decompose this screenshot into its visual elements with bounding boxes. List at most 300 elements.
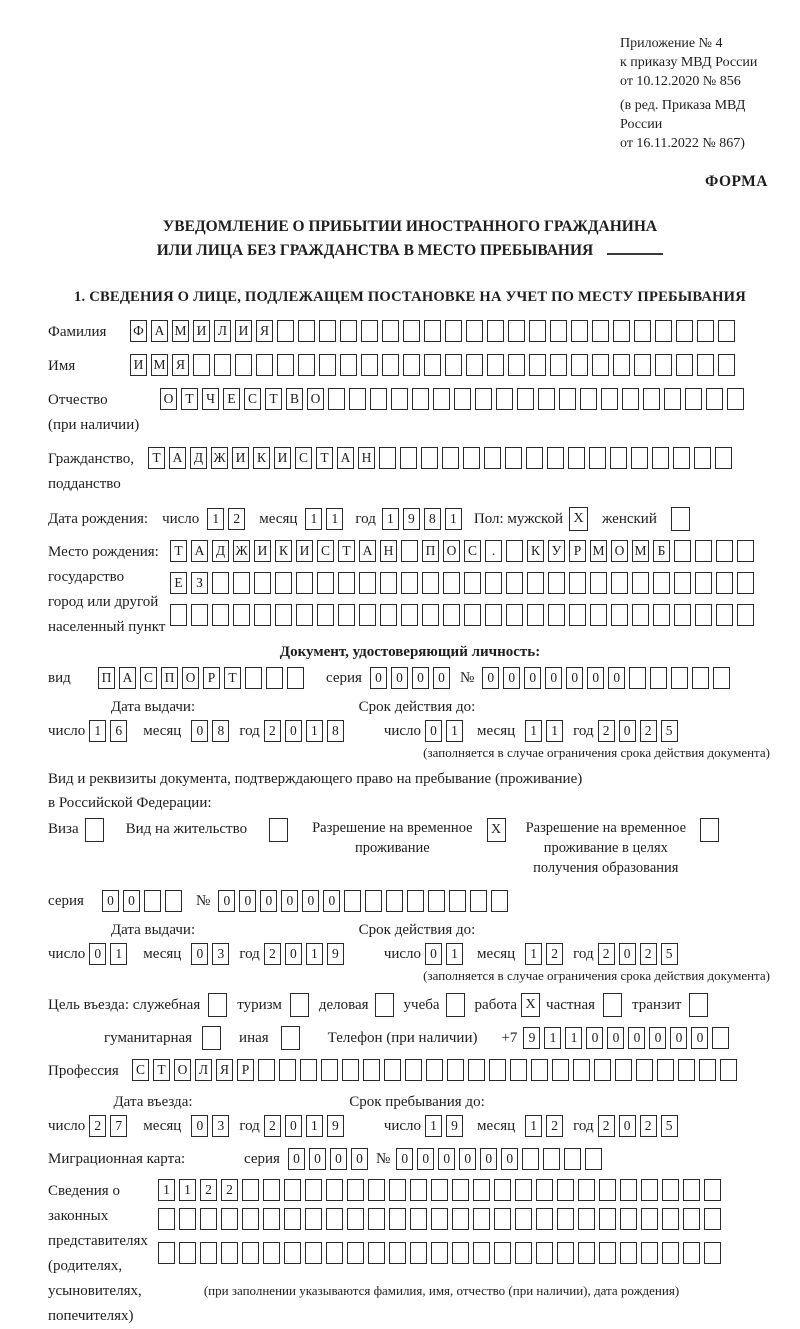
char-cell[interactable] bbox=[452, 1208, 469, 1230]
char-cell[interactable] bbox=[214, 354, 231, 376]
char-cell[interactable]: О bbox=[182, 667, 199, 689]
char-cell[interactable]: Т bbox=[224, 667, 241, 689]
char-cell[interactable] bbox=[317, 604, 334, 626]
char-cell[interactable] bbox=[611, 572, 628, 594]
char-cell[interactable] bbox=[641, 1208, 658, 1230]
char-cell[interactable] bbox=[548, 572, 565, 594]
char-cell[interactable] bbox=[569, 572, 586, 594]
char-cell[interactable]: Ф bbox=[130, 320, 147, 342]
char-cell[interactable] bbox=[641, 1242, 658, 1264]
char-cell[interactable] bbox=[179, 1242, 196, 1264]
char-cell[interactable]: Л bbox=[195, 1059, 212, 1081]
char-cell[interactable]: 2 bbox=[598, 720, 615, 742]
char-cell[interactable] bbox=[428, 890, 445, 912]
char-cell[interactable] bbox=[547, 447, 564, 469]
char-cell[interactable] bbox=[683, 1208, 700, 1230]
char-cell[interactable] bbox=[382, 354, 399, 376]
sex-female-checkbox[interactable] bbox=[671, 507, 690, 531]
char-cell[interactable] bbox=[695, 604, 712, 626]
char-cell[interactable] bbox=[470, 890, 487, 912]
char-cell[interactable] bbox=[531, 1059, 548, 1081]
char-cell[interactable]: К bbox=[275, 540, 292, 562]
char-cell[interactable] bbox=[590, 572, 607, 594]
char-cell[interactable] bbox=[410, 1242, 427, 1264]
char-cell[interactable] bbox=[674, 572, 691, 594]
char-cell[interactable] bbox=[613, 354, 630, 376]
char-cell[interactable] bbox=[704, 1208, 721, 1230]
char-cell[interactable] bbox=[422, 604, 439, 626]
char-cell[interactable]: 2 bbox=[200, 1179, 217, 1201]
char-cell[interactable]: 5 bbox=[661, 1115, 678, 1137]
char-cell[interactable] bbox=[716, 572, 733, 594]
char-cell[interactable]: 8 bbox=[327, 720, 344, 742]
char-cell[interactable] bbox=[697, 320, 714, 342]
char-cell[interactable] bbox=[347, 1208, 364, 1230]
char-cell[interactable] bbox=[422, 572, 439, 594]
char-cell[interactable] bbox=[568, 447, 585, 469]
char-cell[interactable] bbox=[494, 1242, 511, 1264]
char-cell[interactable] bbox=[263, 1179, 280, 1201]
char-cell[interactable]: Т bbox=[316, 447, 333, 469]
char-cell[interactable] bbox=[405, 1059, 422, 1081]
char-cell[interactable] bbox=[578, 1208, 595, 1230]
char-cell[interactable] bbox=[527, 572, 544, 594]
char-cell[interactable] bbox=[179, 1208, 196, 1230]
char-cell[interactable]: 0 bbox=[396, 1148, 413, 1170]
char-cell[interactable]: Я bbox=[216, 1059, 233, 1081]
char-cell[interactable] bbox=[433, 388, 450, 410]
char-cell[interactable] bbox=[326, 1242, 343, 1264]
char-cell[interactable] bbox=[447, 1059, 464, 1081]
char-cell[interactable] bbox=[592, 320, 609, 342]
char-cell[interactable]: 0 bbox=[370, 667, 387, 689]
char-cell[interactable] bbox=[599, 1242, 616, 1264]
char-cell[interactable] bbox=[673, 447, 690, 469]
char-cell[interactable] bbox=[676, 354, 693, 376]
char-cell[interactable] bbox=[442, 447, 459, 469]
char-cell[interactable]: 0 bbox=[459, 1148, 476, 1170]
char-cell[interactable] bbox=[298, 354, 315, 376]
char-cell[interactable]: 0 bbox=[425, 943, 442, 965]
char-cell[interactable] bbox=[363, 1059, 380, 1081]
char-cell[interactable] bbox=[655, 320, 672, 342]
char-cell[interactable]: С bbox=[140, 667, 157, 689]
char-cell[interactable] bbox=[653, 572, 670, 594]
char-cell[interactable] bbox=[305, 1242, 322, 1264]
char-cell[interactable] bbox=[389, 1242, 406, 1264]
char-cell[interactable] bbox=[727, 388, 744, 410]
char-cell[interactable] bbox=[233, 572, 250, 594]
char-cell[interactable] bbox=[620, 1179, 637, 1201]
char-cell[interactable] bbox=[629, 667, 646, 689]
char-cell[interactable] bbox=[384, 1059, 401, 1081]
char-cell[interactable] bbox=[305, 1179, 322, 1201]
char-cell[interactable]: 0 bbox=[482, 667, 499, 689]
char-cell[interactable] bbox=[403, 320, 420, 342]
char-cell[interactable]: К bbox=[527, 540, 544, 562]
char-cell[interactable] bbox=[494, 1208, 511, 1230]
char-cell[interactable] bbox=[569, 604, 586, 626]
char-cell[interactable] bbox=[266, 667, 283, 689]
char-cell[interactable] bbox=[536, 1242, 553, 1264]
char-cell[interactable]: 0 bbox=[691, 1027, 708, 1049]
char-cell[interactable] bbox=[543, 1148, 560, 1170]
char-cell[interactable]: 9 bbox=[403, 508, 420, 530]
char-cell[interactable]: 5 bbox=[661, 943, 678, 965]
char-cell[interactable] bbox=[706, 388, 723, 410]
char-cell[interactable] bbox=[737, 540, 754, 562]
char-cell[interactable]: А bbox=[359, 540, 376, 562]
char-cell[interactable]: 1 bbox=[546, 720, 563, 742]
char-cell[interactable]: 1 bbox=[525, 720, 542, 742]
char-cell[interactable]: 0 bbox=[649, 1027, 666, 1049]
char-cell[interactable] bbox=[557, 1179, 574, 1201]
char-cell[interactable] bbox=[463, 447, 480, 469]
char-cell[interactable]: У bbox=[548, 540, 565, 562]
char-cell[interactable] bbox=[193, 354, 210, 376]
char-cell[interactable]: 2 bbox=[598, 943, 615, 965]
char-cell[interactable]: 0 bbox=[417, 1148, 434, 1170]
char-cell[interactable] bbox=[506, 572, 523, 594]
char-cell[interactable] bbox=[550, 320, 567, 342]
char-cell[interactable] bbox=[424, 320, 441, 342]
char-cell[interactable] bbox=[254, 604, 271, 626]
char-cell[interactable]: Р bbox=[569, 540, 586, 562]
char-cell[interactable]: 7 bbox=[110, 1115, 127, 1137]
char-cell[interactable] bbox=[401, 540, 418, 562]
char-cell[interactable]: 0 bbox=[438, 1148, 455, 1170]
char-cell[interactable] bbox=[632, 604, 649, 626]
char-cell[interactable] bbox=[718, 320, 735, 342]
char-cell[interactable]: 0 bbox=[260, 890, 277, 912]
sex-male-checkbox[interactable]: X bbox=[569, 507, 588, 531]
char-cell[interactable] bbox=[634, 320, 651, 342]
char-cell[interactable]: 1 bbox=[89, 720, 106, 742]
char-cell[interactable]: 0 bbox=[587, 667, 604, 689]
char-cell[interactable]: 3 bbox=[212, 1115, 229, 1137]
char-cell[interactable] bbox=[536, 1208, 553, 1230]
char-cell[interactable]: 1 bbox=[326, 508, 343, 530]
char-cell[interactable] bbox=[144, 890, 161, 912]
char-cell[interactable]: 0 bbox=[102, 890, 119, 912]
char-cell[interactable]: 2 bbox=[640, 943, 657, 965]
char-cell[interactable] bbox=[328, 388, 345, 410]
char-cell[interactable]: 1 bbox=[446, 943, 463, 965]
char-cell[interactable]: П bbox=[422, 540, 439, 562]
char-cell[interactable] bbox=[365, 890, 382, 912]
char-cell[interactable] bbox=[258, 1059, 275, 1081]
char-cell[interactable] bbox=[508, 320, 525, 342]
char-cell[interactable]: Ж bbox=[233, 540, 250, 562]
char-cell[interactable] bbox=[494, 1179, 511, 1201]
char-cell[interactable] bbox=[368, 1242, 385, 1264]
char-cell[interactable]: Д bbox=[212, 540, 229, 562]
purpose-private-checkbox[interactable] bbox=[603, 993, 622, 1017]
char-cell[interactable] bbox=[170, 604, 187, 626]
char-cell[interactable]: 1 bbox=[565, 1027, 582, 1049]
char-cell[interactable] bbox=[200, 1242, 217, 1264]
char-cell[interactable] bbox=[538, 388, 555, 410]
char-cell[interactable]: А bbox=[151, 320, 168, 342]
char-cell[interactable] bbox=[508, 354, 525, 376]
char-cell[interactable]: А bbox=[191, 540, 208, 562]
char-cell[interactable] bbox=[245, 667, 262, 689]
char-cell[interactable] bbox=[662, 1179, 679, 1201]
char-cell[interactable] bbox=[671, 667, 688, 689]
char-cell[interactable] bbox=[389, 1208, 406, 1230]
char-cell[interactable] bbox=[650, 667, 667, 689]
char-cell[interactable] bbox=[536, 1179, 553, 1201]
char-cell[interactable]: 0 bbox=[425, 720, 442, 742]
char-cell[interactable]: 5 bbox=[661, 720, 678, 742]
char-cell[interactable] bbox=[548, 604, 565, 626]
char-cell[interactable] bbox=[298, 320, 315, 342]
char-cell[interactable] bbox=[715, 447, 732, 469]
char-cell[interactable] bbox=[340, 354, 357, 376]
char-cell[interactable] bbox=[515, 1242, 532, 1264]
char-cell[interactable] bbox=[279, 1059, 296, 1081]
char-cell[interactable] bbox=[704, 1242, 721, 1264]
char-cell[interactable]: С bbox=[464, 540, 481, 562]
char-cell[interactable]: И bbox=[232, 447, 249, 469]
char-cell[interactable] bbox=[695, 572, 712, 594]
char-cell[interactable] bbox=[347, 1179, 364, 1201]
char-cell[interactable]: 1 bbox=[525, 1115, 542, 1137]
char-cell[interactable]: В bbox=[286, 388, 303, 410]
char-cell[interactable]: 1 bbox=[382, 508, 399, 530]
char-cell[interactable] bbox=[347, 1242, 364, 1264]
char-cell[interactable]: 1 bbox=[425, 1115, 442, 1137]
char-cell[interactable] bbox=[473, 1242, 490, 1264]
char-cell[interactable] bbox=[284, 1242, 301, 1264]
char-cell[interactable] bbox=[620, 1208, 637, 1230]
char-cell[interactable] bbox=[158, 1242, 175, 1264]
char-cell[interactable] bbox=[338, 604, 355, 626]
char-cell[interactable] bbox=[559, 388, 576, 410]
purpose-work-checkbox[interactable]: X bbox=[521, 993, 540, 1017]
char-cell[interactable]: 2 bbox=[228, 508, 245, 530]
char-cell[interactable] bbox=[277, 320, 294, 342]
char-cell[interactable]: 2 bbox=[598, 1115, 615, 1137]
char-cell[interactable] bbox=[613, 320, 630, 342]
char-cell[interactable] bbox=[557, 1208, 574, 1230]
char-cell[interactable] bbox=[221, 1208, 238, 1230]
char-cell[interactable]: 0 bbox=[288, 1148, 305, 1170]
char-cell[interactable] bbox=[235, 354, 252, 376]
char-cell[interactable]: Т bbox=[170, 540, 187, 562]
char-cell[interactable] bbox=[296, 604, 313, 626]
char-cell[interactable] bbox=[662, 1208, 679, 1230]
char-cell[interactable] bbox=[589, 447, 606, 469]
char-cell[interactable] bbox=[382, 320, 399, 342]
char-cell[interactable] bbox=[221, 1242, 238, 1264]
char-cell[interactable]: П bbox=[98, 667, 115, 689]
char-cell[interactable]: 2 bbox=[264, 943, 281, 965]
char-cell[interactable]: 0 bbox=[285, 943, 302, 965]
char-cell[interactable] bbox=[496, 388, 513, 410]
char-cell[interactable]: 2 bbox=[89, 1115, 106, 1137]
residence-permit-checkbox[interactable] bbox=[269, 818, 288, 842]
char-cell[interactable] bbox=[522, 1148, 539, 1170]
char-cell[interactable]: 3 bbox=[212, 943, 229, 965]
char-cell[interactable]: 2 bbox=[221, 1179, 238, 1201]
char-cell[interactable]: С bbox=[132, 1059, 149, 1081]
char-cell[interactable] bbox=[716, 604, 733, 626]
char-cell[interactable] bbox=[657, 1059, 674, 1081]
char-cell[interactable] bbox=[319, 354, 336, 376]
char-cell[interactable]: 1 bbox=[207, 508, 224, 530]
char-cell[interactable] bbox=[443, 572, 460, 594]
char-cell[interactable] bbox=[359, 604, 376, 626]
char-cell[interactable]: Ж bbox=[211, 447, 228, 469]
char-cell[interactable] bbox=[284, 1179, 301, 1201]
char-cell[interactable] bbox=[407, 890, 424, 912]
char-cell[interactable]: 0 bbox=[285, 1115, 302, 1137]
char-cell[interactable]: 0 bbox=[608, 667, 625, 689]
char-cell[interactable]: 9 bbox=[327, 943, 344, 965]
char-cell[interactable] bbox=[342, 1059, 359, 1081]
char-cell[interactable]: 0 bbox=[524, 667, 541, 689]
char-cell[interactable]: 1 bbox=[305, 508, 322, 530]
char-cell[interactable]: 0 bbox=[545, 667, 562, 689]
char-cell[interactable]: О bbox=[174, 1059, 191, 1081]
char-cell[interactable]: С bbox=[244, 388, 261, 410]
char-cell[interactable] bbox=[550, 354, 567, 376]
char-cell[interactable] bbox=[674, 540, 691, 562]
char-cell[interactable] bbox=[632, 572, 649, 594]
char-cell[interactable]: А bbox=[337, 447, 354, 469]
char-cell[interactable] bbox=[737, 604, 754, 626]
char-cell[interactable] bbox=[506, 540, 523, 562]
char-cell[interactable]: 1 bbox=[525, 943, 542, 965]
char-cell[interactable]: 0 bbox=[391, 667, 408, 689]
char-cell[interactable] bbox=[403, 354, 420, 376]
char-cell[interactable] bbox=[716, 540, 733, 562]
char-cell[interactable] bbox=[620, 1242, 637, 1264]
char-cell[interactable] bbox=[599, 1179, 616, 1201]
char-cell[interactable] bbox=[466, 320, 483, 342]
char-cell[interactable]: И bbox=[235, 320, 252, 342]
char-cell[interactable]: Н bbox=[380, 540, 397, 562]
purpose-other-checkbox[interactable] bbox=[281, 1026, 300, 1050]
char-cell[interactable]: 1 bbox=[306, 943, 323, 965]
char-cell[interactable] bbox=[340, 320, 357, 342]
char-cell[interactable]: 0 bbox=[607, 1027, 624, 1049]
char-cell[interactable] bbox=[319, 320, 336, 342]
char-cell[interactable]: 0 bbox=[501, 1148, 518, 1170]
char-cell[interactable] bbox=[643, 388, 660, 410]
char-cell[interactable]: Е bbox=[170, 572, 187, 594]
char-cell[interactable] bbox=[592, 354, 609, 376]
char-cell[interactable] bbox=[487, 320, 504, 342]
char-cell[interactable]: А bbox=[119, 667, 136, 689]
temp-residence-education-checkbox[interactable] bbox=[700, 818, 719, 842]
purpose-business-checkbox[interactable] bbox=[375, 993, 394, 1017]
char-cell[interactable] bbox=[454, 388, 471, 410]
char-cell[interactable] bbox=[401, 604, 418, 626]
char-cell[interactable] bbox=[515, 1179, 532, 1201]
char-cell[interactable] bbox=[485, 572, 502, 594]
char-cell[interactable]: М bbox=[151, 354, 168, 376]
temp-residence-checkbox[interactable]: X bbox=[487, 818, 506, 842]
char-cell[interactable] bbox=[242, 1179, 259, 1201]
char-cell[interactable] bbox=[421, 447, 438, 469]
char-cell[interactable]: О bbox=[307, 388, 324, 410]
char-cell[interactable]: Т bbox=[153, 1059, 170, 1081]
char-cell[interactable] bbox=[449, 890, 466, 912]
char-cell[interactable] bbox=[321, 1059, 338, 1081]
char-cell[interactable] bbox=[571, 354, 588, 376]
char-cell[interactable] bbox=[505, 447, 522, 469]
char-cell[interactable] bbox=[212, 572, 229, 594]
char-cell[interactable] bbox=[590, 604, 607, 626]
char-cell[interactable]: И bbox=[130, 354, 147, 376]
char-cell[interactable] bbox=[510, 1059, 527, 1081]
char-cell[interactable]: 1 bbox=[179, 1179, 196, 1201]
char-cell[interactable]: 0 bbox=[191, 1115, 208, 1137]
char-cell[interactable] bbox=[284, 1208, 301, 1230]
char-cell[interactable]: Р bbox=[203, 667, 220, 689]
char-cell[interactable] bbox=[452, 1242, 469, 1264]
char-cell[interactable]: А bbox=[169, 447, 186, 469]
char-cell[interactable]: 1 bbox=[544, 1027, 561, 1049]
char-cell[interactable]: 0 bbox=[566, 667, 583, 689]
char-cell[interactable] bbox=[683, 1179, 700, 1201]
char-cell[interactable] bbox=[506, 604, 523, 626]
char-cell[interactable]: 2 bbox=[264, 720, 281, 742]
char-cell[interactable]: Т bbox=[265, 388, 282, 410]
char-cell[interactable]: 0 bbox=[123, 890, 140, 912]
char-cell[interactable] bbox=[473, 1179, 490, 1201]
char-cell[interactable] bbox=[412, 388, 429, 410]
char-cell[interactable] bbox=[712, 1027, 729, 1049]
char-cell[interactable] bbox=[464, 572, 481, 594]
char-cell[interactable]: Т bbox=[148, 447, 165, 469]
char-cell[interactable] bbox=[165, 890, 182, 912]
purpose-humanitarian-checkbox[interactable] bbox=[202, 1026, 221, 1050]
char-cell[interactable] bbox=[263, 1242, 280, 1264]
char-cell[interactable] bbox=[517, 388, 534, 410]
char-cell[interactable]: 0 bbox=[191, 720, 208, 742]
char-cell[interactable] bbox=[737, 572, 754, 594]
char-cell[interactable]: Я bbox=[172, 354, 189, 376]
char-cell[interactable] bbox=[361, 320, 378, 342]
char-cell[interactable]: 1 bbox=[110, 943, 127, 965]
char-cell[interactable]: 2 bbox=[546, 1115, 563, 1137]
char-cell[interactable]: 0 bbox=[309, 1148, 326, 1170]
char-cell[interactable]: 8 bbox=[212, 720, 229, 742]
char-cell[interactable] bbox=[424, 354, 441, 376]
char-cell[interactable] bbox=[410, 1179, 427, 1201]
char-cell[interactable]: К bbox=[253, 447, 270, 469]
char-cell[interactable]: 6 bbox=[110, 720, 127, 742]
char-cell[interactable]: 0 bbox=[619, 1115, 636, 1137]
char-cell[interactable] bbox=[473, 1208, 490, 1230]
char-cell[interactable]: 0 bbox=[412, 667, 429, 689]
char-cell[interactable] bbox=[585, 1148, 602, 1170]
char-cell[interactable]: 0 bbox=[619, 943, 636, 965]
char-cell[interactable] bbox=[557, 1242, 574, 1264]
char-cell[interactable] bbox=[636, 1059, 653, 1081]
char-cell[interactable] bbox=[379, 447, 396, 469]
char-cell[interactable] bbox=[368, 1179, 385, 1201]
char-cell[interactable] bbox=[713, 667, 730, 689]
char-cell[interactable]: Я bbox=[256, 320, 273, 342]
char-cell[interactable] bbox=[664, 388, 681, 410]
char-cell[interactable] bbox=[242, 1208, 259, 1230]
char-cell[interactable]: М bbox=[590, 540, 607, 562]
char-cell[interactable] bbox=[191, 604, 208, 626]
